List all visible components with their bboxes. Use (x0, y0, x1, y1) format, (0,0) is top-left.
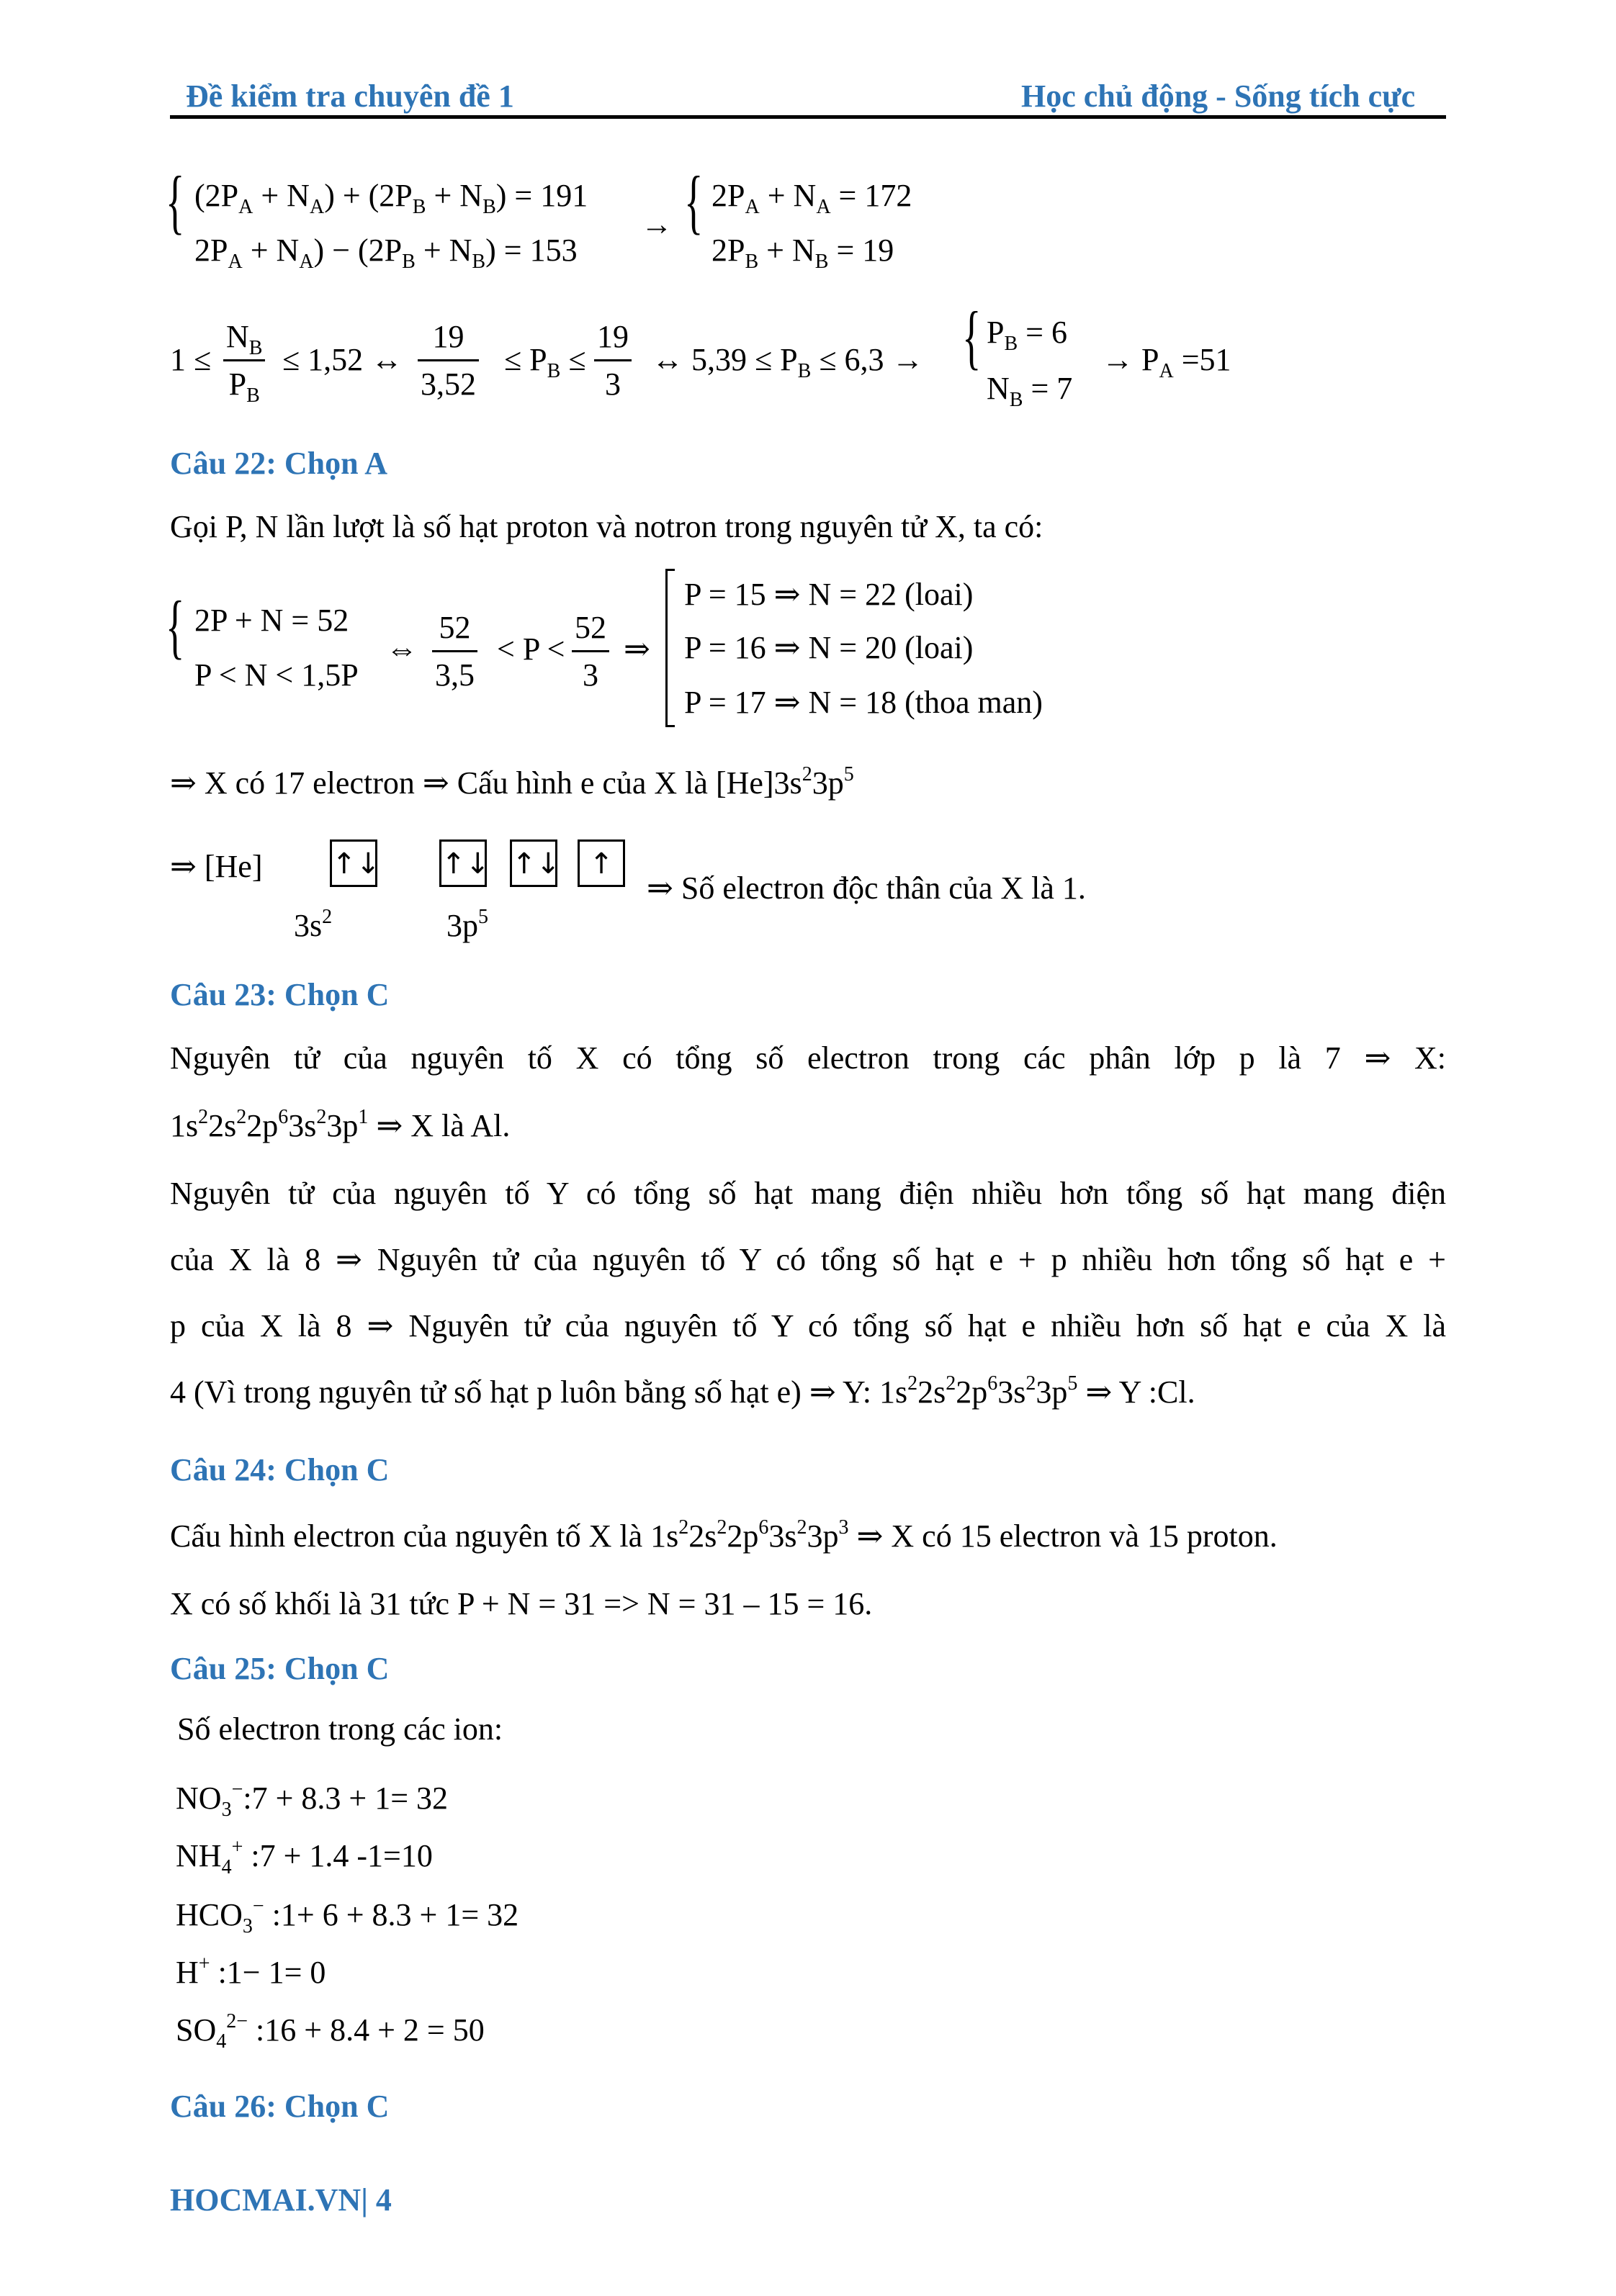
ineq-pb: $P_B = 6$ (987, 315, 1067, 355)
q25-title: Câu 25: Chọn C (170, 1651, 390, 1686)
q22-cases-bracket (665, 569, 675, 727)
q22-brace: { (166, 586, 185, 666)
ion-h: H+ :1− 1= 0 (176, 1953, 326, 1990)
q23-p2-line1: Nguyên tử của nguyên tố Y có tổng số hạt mang điện nhiều hơn tổng số hạt mang điện (170, 1176, 1446, 1211)
fraction-nb-pb: $N_B$ $P_B$ (223, 318, 265, 402)
ion-hco3: $HCO_3^-$ :1+ 6 + 8.3 + 1= 32 (176, 1895, 519, 1937)
unpaired-result: ⇒ Số electron độc thân của X là 1. (647, 870, 1086, 906)
ion-no3: $NO_3^-:7 + 8.3 + 1= 32$ (176, 1778, 449, 1821)
header-right: Học chủ động - Sống tích cực (1021, 78, 1416, 114)
orbital-3p-1: ↑↓ (439, 839, 487, 887)
header-rule (170, 115, 1446, 119)
ineq-brace: { (962, 297, 982, 377)
arrow-right: → (641, 207, 673, 242)
q22-eq-1: 2P + N = 52 (194, 603, 349, 638)
q23-p2-line3: p của X là 8 ⇒ Nguyên tử của nguyên tố Y có tổng số hạt e nhiều hơn số hạt e của X là (170, 1308, 1446, 1343)
q26-title: Câu 26: Chọn C (170, 2089, 390, 2124)
he-core: ⇒ [He] (170, 849, 263, 884)
q22-intro: Gọi P, N lần lượt là số hạt proton và notron trong nguyên tử X, ta có: (170, 509, 1043, 544)
ineq-c: ≤ $P_B$ ≤ (504, 342, 586, 382)
sys1-line-2: $2P_A + N_A) - (2P_B + N_B) = 153$ (194, 233, 578, 273)
q23-p1: Nguyên tử của nguyên tố X có tổng số electron trong các phân lớp p là 7 ⇒ X: (170, 1040, 1446, 1076)
ineq-nb: $N_B = 7$ (987, 371, 1073, 411)
q22-config-line: ⇒ X có 17 electron ⇒ Cấu hình e của X là $[He]3s^23p^5$ (170, 763, 854, 801)
q22-eq-2: P < N < 1,5P (194, 657, 359, 693)
q23-p1-config: $1s^22s^22p^63s^23p^1$ ⇒ X là Al. (170, 1106, 511, 1143)
q22-iff: ⇔ (386, 631, 418, 667)
ineq-a: 1 ≤ (170, 342, 212, 377)
sys1-result-2: $2P_B + N_B = 19$ (712, 233, 894, 273)
label-3s: $3s^2$ (294, 906, 333, 943)
sys1-line-1: $(2P_A + N_A) + (2P_B + N_B) = 191$ (194, 178, 588, 218)
label-3p: $3p^5$ (446, 906, 488, 943)
ineq-e: → $P_A =51$ (1102, 342, 1231, 382)
q22-case-3: P = 17 ⇒ N = 18 (thoa man) (684, 685, 1043, 720)
q23-title: Câu 23: Chọn C (170, 977, 390, 1012)
orbital-3p-3: ↑ (578, 839, 625, 887)
q22-title: Câu 22: Chọn A (170, 446, 387, 481)
q23-p2-line4: 4 (Vì trong nguyên tử số hạt p luôn bằng số hạt e) ⇒ Y: $1s^22s^22p^63s^23p^5$ ⇒ Y :Cl. (170, 1372, 1195, 1410)
fraction-19-3: 19 3 (594, 318, 632, 402)
fraction-52-35: 52 3,5 (432, 609, 477, 693)
q24-title: Câu 24: Chọn C (170, 1452, 390, 1487)
q22-case-2: P = 16 ⇒ N = 20 (loai) (684, 630, 974, 665)
q24-p2: X có số khối là 31 tức P + N = 31 => N = 31 – 15 = 16. (170, 1586, 873, 1621)
orbital-3s: ↑↓ (330, 839, 377, 887)
fraction-52-3: 52 3 (572, 609, 609, 693)
q22-implies: ⇒ (624, 631, 650, 667)
fraction-19-352: 19 3,52 (418, 318, 479, 402)
ineq-d: ↔ $5,39 \le P_B \le 6,3$ → (652, 342, 924, 382)
orbital-3p-2: ↑↓ (510, 839, 557, 887)
ion-so4: $SO_4^{2-}$ :16 + 8.4 + 2 = 50 (176, 2010, 485, 2053)
sys1-result-1: $2P_A + N_A = 172$ (712, 178, 912, 218)
q25-intro: Số electron trong các ion: (177, 1711, 503, 1747)
right-brace: { (684, 161, 704, 241)
q24-p1: Cấu hình electron của nguyên tố X là $1s^22s^22p^63s^23p^3$ ⇒ X có 15 electron và 15 proton. (170, 1516, 1278, 1554)
ineq-b: ≤ 1,52 ↔ (282, 342, 403, 377)
header-left: Đề kiểm tra chuyên đề 1 (186, 78, 514, 114)
q22-mid: < P < (497, 631, 565, 667)
ion-nh4: $NH_4^+$ :7 + 1.4 -1=10 (176, 1836, 433, 1878)
footer: HOCMAI.VN| 4 (170, 2182, 392, 2218)
q22-case-1: P = 15 ⇒ N = 22 (loai) (684, 577, 974, 612)
q23-p2-line2: của X là 8 ⇒ Nguyên tử của nguyên tố Y có tổng số hạt e + p nhiều hơn tổng số hạt e + (170, 1242, 1446, 1277)
left-brace: { (166, 161, 185, 241)
